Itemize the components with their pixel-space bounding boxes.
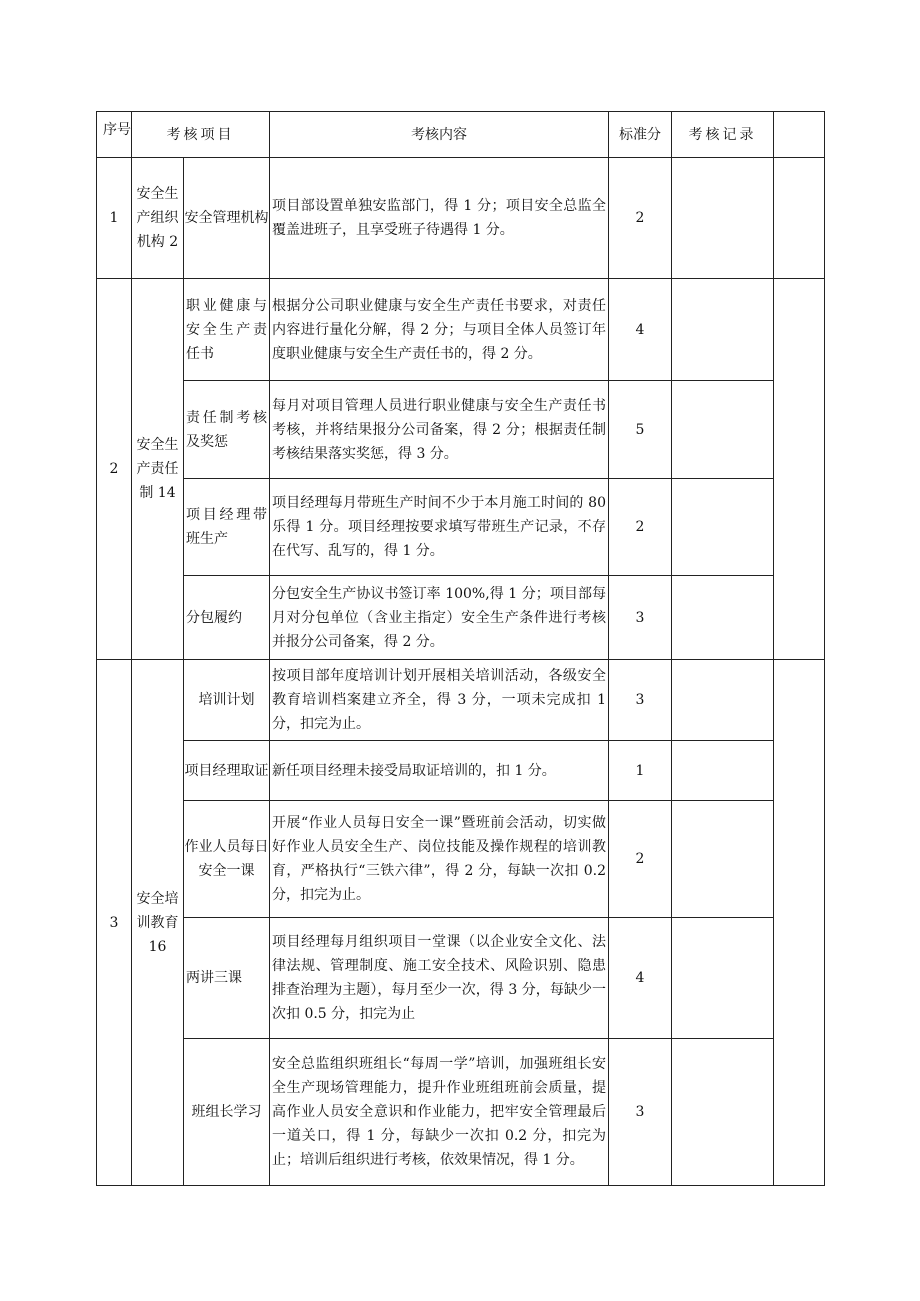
row-item: 培训计划 [184,660,270,741]
row-content: 根据分公司职业健康与安全生产责任书要求，对责任内容进行量化分解，得 2 分；与项目全体人员签订年度职业健康与安全生产责任书的，得 2 分。 [270,279,609,381]
row-item: 项目经理带班生产 [184,479,270,576]
row-content: 分包安全生产协议书签订率 100%,得 1 分；项目部每月对分包单位（含业主指定）安全生产条件进行考核并报分公司备案，得 2 分。 [270,576,609,660]
row-score: 2 [609,158,672,279]
row-item: 职业健康与安全生产责任书 [184,279,270,381]
row-record-cell [672,576,774,660]
row-record-cell [672,918,774,1039]
row-extra-cell [774,660,825,1186]
table-row [97,158,825,279]
table-row [97,479,825,576]
row-item: 两讲三课 [184,918,270,1039]
row-item: 分包履约 [184,576,270,660]
header-extra [774,112,825,158]
row-item: 班组长学习 [184,1039,270,1186]
row-item: 项目经理取证 [184,741,270,801]
header-record: 考核记录 [672,112,774,158]
row-record-cell [672,279,774,381]
table-row [97,801,825,918]
row-extra-cell [774,279,825,660]
section-category: 安全生产组织机构 2 [132,158,184,279]
section-category: 安全培训教育 16 [132,660,184,1186]
row-content: 项目部设置单独安监部门，得 1 分；项目安全总监全覆盖进班子，且享受班子待遇得 1 分。 [270,158,609,279]
header-content: 考核内容 [270,112,609,158]
row-record-cell [672,381,774,479]
row-content: 新任项目经理未接受局取证培训的，扣 1 分。 [270,741,609,801]
header-score: 标准分 [609,112,672,158]
row-content: 项目经理每月带班生产时间不少于本月施工时间的 80 乐得 1 分。项目经理按要求填写带班生产记录，不存在代写、乱写的，得 1 分。 [270,479,609,576]
row-score: 4 [609,918,672,1039]
section-seq: 1 [97,158,132,279]
table-row [97,741,825,801]
row-record-cell [672,801,774,918]
row-score: 2 [609,801,672,918]
row-extra-cell [774,158,825,279]
row-record-cell [672,158,774,279]
row-content: 项目经理每月组织项目一堂课（以企业安全文化、法律法规、管理制度、施工安全技术、风险识别、隐患排查治理为主题），每月至少一次，得 3 分，每缺少一次扣 0.5 分，扣完为止 [270,918,609,1039]
row-item: 作业人员每日安全一课 [184,801,270,918]
table-row [97,918,825,1039]
row-item: 安全管理机构 [184,158,270,279]
row-score: 3 [609,1039,672,1186]
header-row [97,112,825,158]
row-score: 2 [609,479,672,576]
assessment-table [96,111,825,1186]
row-item: 责任制考核及奖惩 [184,381,270,479]
row-record-cell [672,741,774,801]
table-row [97,576,825,660]
header-item: 考核项目 [132,112,270,158]
table-row [97,381,825,479]
row-content: 按项目部年度培训计划开展相关培训活动，各级安全教育培训档案建立齐全，得 3 分，一项未完成扣 1 分，扣完为止。 [270,660,609,741]
row-score: 3 [609,660,672,741]
table-row [97,660,825,741]
row-content: 每月对项目管理人员进行职业健康与安全生产责任书考核，并将结果报分公司备案，得 2 分；根据责任制考核结果落实奖惩，得 3 分。 [270,381,609,479]
row-content: 开展“作业人员每日安全一课”暨班前会活动，切实做好作业人员安全生产、岗位技能及操作规程的培训教育，严格执行“三铁六律”，得 2 分，每缺一次扣 0.2 分，扣完为止。 [270,801,609,918]
row-record-cell [672,479,774,576]
row-record-cell [672,1039,774,1186]
table-row [97,1039,825,1186]
row-score: 1 [609,741,672,801]
table-row [97,279,825,381]
section-category: 安全生产责任制 14 [132,279,184,660]
row-content: 安全总监组织班组长“每周一学”培训，加强班组长安全生产现场管理能力，提升作业班组班前会质量，提高作业人员安全意识和作业能力，把牢安全管理最后一道关口，得 1 分，每缺少一次扣 0.2 分，扣完为止；培训后组织进行考核，依效果情况，得 1 分。 [270,1039,609,1186]
row-score: 4 [609,279,672,381]
row-score: 5 [609,381,672,479]
section-seq: 3 [97,660,132,1186]
row-record-cell [672,660,774,741]
row-score: 3 [609,576,672,660]
section-seq: 2 [97,279,132,660]
header-seq: 序号 [97,112,132,158]
